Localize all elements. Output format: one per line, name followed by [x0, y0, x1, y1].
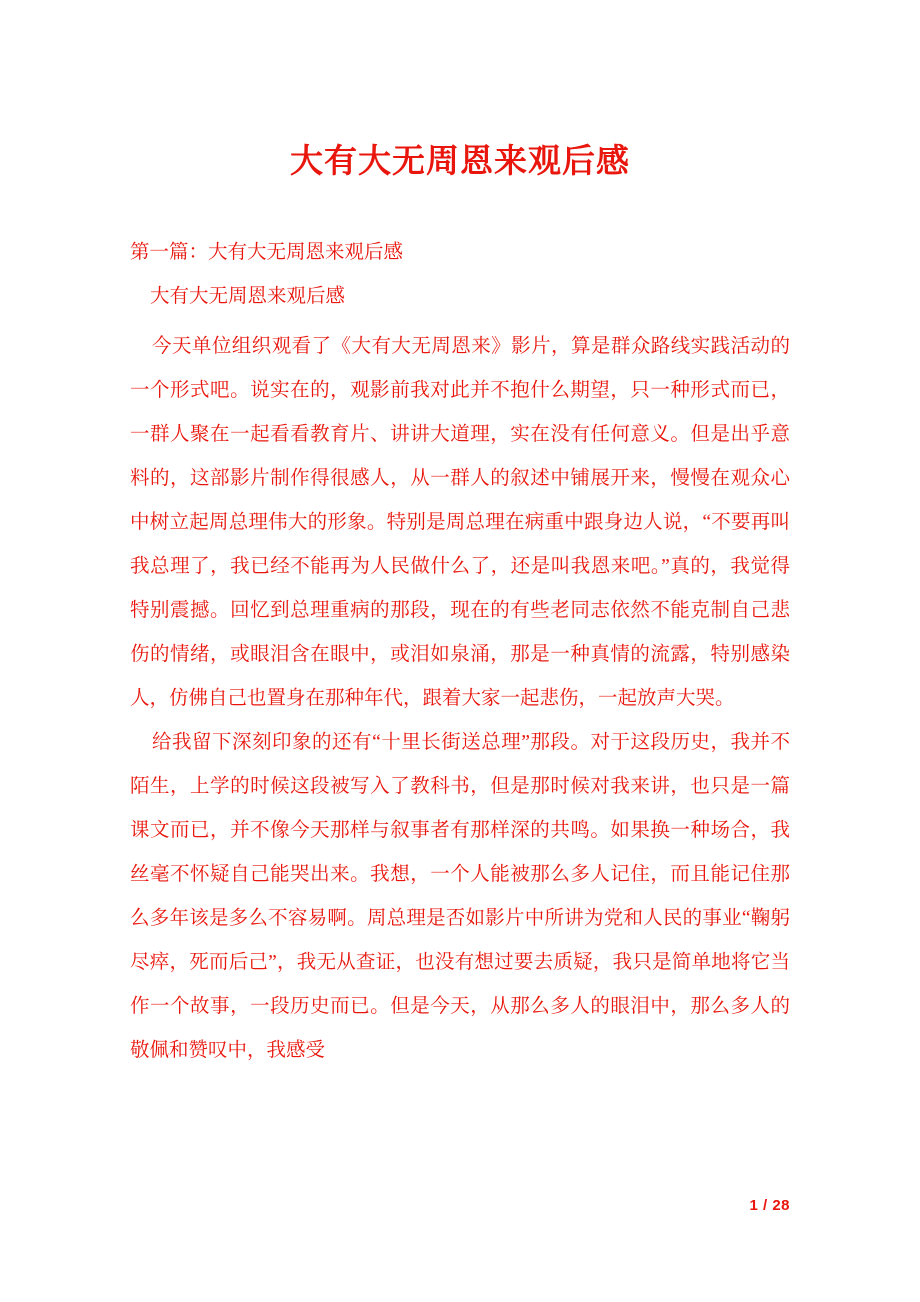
- page-number: 1 / 28: [749, 1197, 790, 1214]
- lead-line-2: 大有大无周恩来观后感: [150, 285, 346, 307]
- document-content: [130, 0, 790, 1073]
- body-paragraph-2: 给我留下深刻印象的还有“十里长街送总理”那段。对于这段历史，我并不陌生，上学的时候这段被写入了教科书，但是那时候对我来讲，也只是一篇课文而已，并不像今天那样与叙事者有那样深的共鸣。如果换一种场合，我丝毫不怀疑自己能哭出来。我想，一个人能被那么多人记住，而且能记住那么多年该是多么不容易啊。周总理是否如影片中所讲为党和人民的事业“鞠躬尽瘁，死而后己”，我无从查证，也没有想过要去质疑，我只是简单地将它当作一个故事，一段历史而已。但是今天，从那么多人的眼泪中，那么多人的敬佩和赞叹中，我感受: [130, 731, 790, 1061]
- body-paragraph-1: 今天单位组织观看了《大有大无周恩来》影片，算是群众路线实践活动的一个形式吧。说实在的，观影前我对此并不抱什么期望，只一种形式而已，一群人聚在一起看看教育片、讲讲大道理，实在没有任何意义。但是出乎意料的，这部影片制作得很感人，从一群人的叙述中铺展开来，慢慢在观众心中树立起周总理伟大的形象。特别是周总理在病重中跟身边人说，“不要再叫我总理了，我已经不能再为人民做什么了，还是叫我恩来吧。”真的，我觉得特别震撼。回忆到总理重病的那段，现在的有些老同志依然不能克制自己悲伤的情绪，或眼泪含在眼中，或泪如泉涌，那是一种真情的流露，特别感染人，仿佛自己也置身在那种年代，跟着大家一起悲伤，一起放声大哭。: [130, 335, 790, 709]
- lead-line-1: 第一篇：大有大无周恩来观后感: [130, 241, 404, 263]
- page-title: 大有大无周恩来观后感: [290, 142, 630, 179]
